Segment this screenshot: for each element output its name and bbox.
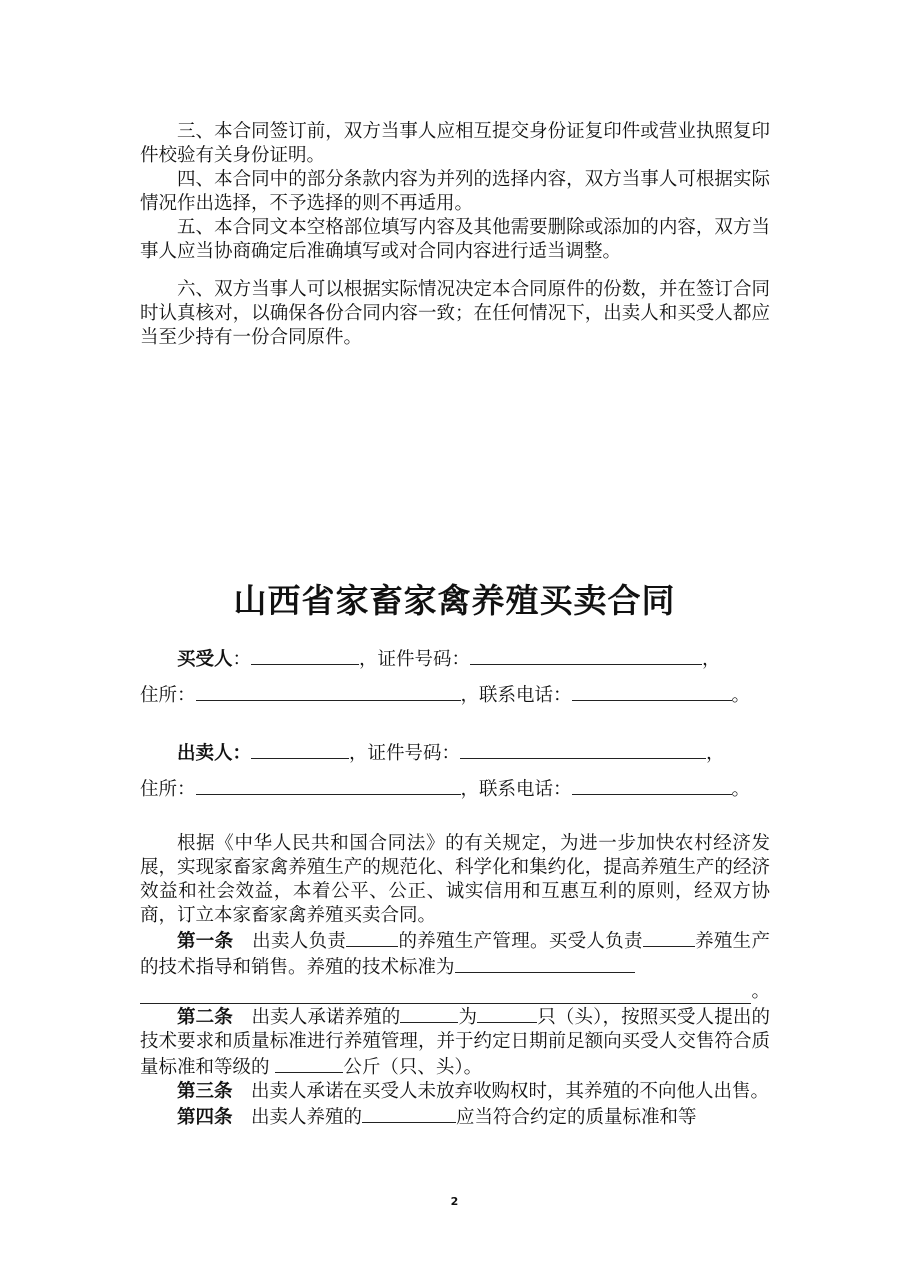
article-4-label: 第四条 [177,1107,233,1128]
buyer-address-line [140,682,770,708]
article-4-blank-1[interactable] [362,1104,456,1123]
article-2-text-2: 为 [458,1007,478,1028]
seller-phone-label: ，联系电话： [460,779,572,800]
article-2-blank-3[interactable] [275,1054,343,1073]
seller-period: 。 [731,779,751,800]
article-1-text-2: 的养殖生产管理。买受人负责 [398,931,643,952]
seller-address-label: 住所： [140,779,196,800]
seller-id-label: ，证件号码： [349,743,461,764]
seller-address-line [140,776,770,802]
article-1-rule-line [140,980,770,1004]
article-2-text-4: 公斤（只、头）。 [343,1057,483,1078]
article-1 [140,928,770,980]
article-2-blank-2[interactable] [477,1004,537,1023]
buyer-id-blank[interactable] [470,646,702,665]
article-1-blank-1[interactable] [346,928,398,947]
article-3-label: 第三条 [177,1081,233,1102]
buyer-id-label: ，证件号码： [359,649,471,670]
buyer-colon: ： [232,649,252,670]
article-1-label: 第一条 [177,931,234,952]
article-1-blank-4[interactable] [140,985,751,1004]
article-3 [140,1080,770,1104]
buyer-phone-label: ，联系电话： [460,685,572,706]
page-number: 2 [450,1195,459,1208]
buyer-name-blank[interactable] [251,646,359,665]
seller-address-blank[interactable] [196,776,461,795]
article-2-label: 第二条 [177,1007,233,1028]
intro-paragraph-3: 三、本合同签订前，双方当事人应相互提交身份证复印件或营业执照复印件校验有关身份证明。 [140,121,770,166]
intro-paragraph-6: 六、双方当事人可以根据实际情况决定本合同原件的份数，并在签订合同时认真核对，以确保各份合同内容一致；在任何情况下，出卖人和买受人都应当至少持有一份合同原件。 [140,279,770,348]
contract-title: 山西省家畜家禽养殖买卖合同 [233,581,676,620]
intro-section [140,120,770,350]
buyer-address-label: 住所： [140,685,196,706]
buyer-label: 买受人 [177,649,233,670]
buyer-address-blank[interactable] [196,682,461,701]
buyer-phone-blank[interactable] [572,682,732,701]
article-4-text-1: 出卖人养殖的 [232,1107,363,1128]
article-1-blank-3[interactable] [455,954,635,973]
seller-colon: ： [232,743,252,764]
buyer-comma: ， [702,649,721,670]
article-3-text-1: 出卖人承诺在买受人未放弃收购权时，其养殖的不向他人出售。 [232,1081,770,1102]
article-2-blank-1[interactable] [400,1004,458,1023]
seller-phone-blank[interactable] [572,776,732,795]
buyer-period: 。 [731,685,751,706]
article-2 [140,1004,770,1080]
seller-comma: ， [706,743,725,764]
seller-name-blank[interactable] [251,740,349,759]
article-1-text-3: 养殖生产的技术指导和销售。养殖的技术标准为 [140,931,770,978]
intro-paragraph-5: 五、本合同文本空格部位填写内容及其他需要删除或添加的内容，双方当事人应当协商确定后准确填写或对合同内容进行适当调整。 [140,217,770,262]
article-1-text-1: 出卖人负责 [233,931,347,952]
article-4-text-2: 应当符合约定的质量标准和等 [456,1107,697,1128]
contract-body [140,832,770,1130]
buyer-line [140,646,770,672]
article-4 [140,1104,770,1130]
preamble-paragraph: 根据《中华人民共和国合同法》的有关规定，为进一步加快农村经济发展，实现家畜家禽养殖生产的规范化、科学化和集约化，提高养殖生产的经济效益和社会效益，本着公平、公正、诚实信用和互惠互利的原则，经双方协商，订立本家畜家禽养殖买卖合同。 [140,833,770,926]
article-1-end: 。 [751,981,770,1002]
article-2-text-3: 只（头），按照买受人提出的技术要求和质量标准进行养殖管理，并于约定日期前足额向买受人交售符合质量标准和等级的 [140,1007,770,1078]
seller-id-blank[interactable] [460,740,706,759]
seller-line [140,740,770,766]
article-1-blank-2[interactable] [643,928,695,947]
intro-paragraph-4: 四、本合同中的部分条款内容为并列的选择内容，双方当事人可根据实际情况作出选择，不予选择的则不再适用。 [140,169,770,214]
article-2-text-1: 出卖人承诺养殖的 [232,1007,401,1028]
seller-label: 出卖人 [177,743,233,764]
